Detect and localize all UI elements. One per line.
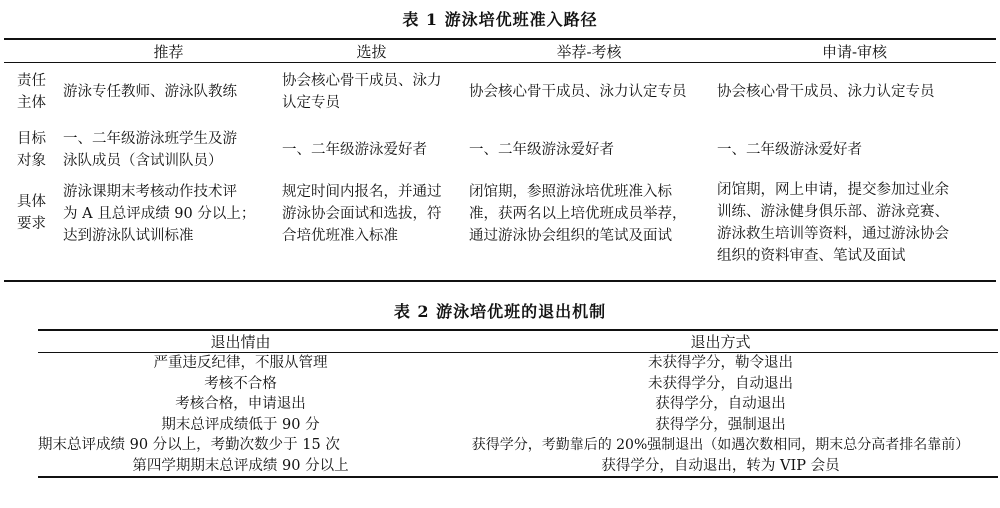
table-cell: 闭馆期，参照游泳培优班准入标 准，获两名以上培优班成员举荐， 通过游泳协会组织的笔试及面试 bbox=[465, 179, 713, 281]
table2-header-row bbox=[38, 330, 998, 353]
exit-method-cell: 未获得学分，自动退出 bbox=[648, 375, 793, 392]
table1-header-apply-review: 申请-审核 bbox=[713, 39, 996, 63]
table1-row-responsible bbox=[4, 63, 996, 121]
exit-reason-cell: 期末总评成绩低于 90 分 bbox=[161, 416, 320, 433]
table1-row-target bbox=[4, 121, 996, 179]
exit-mechanism-table bbox=[38, 329, 998, 478]
table2-header-reason: 退出情由 bbox=[38, 330, 443, 353]
table-cell: 协会核心骨干成员、泳力认定专员 bbox=[717, 83, 935, 100]
row-label: 具体 要求 bbox=[4, 179, 59, 281]
table1-row-requirements bbox=[4, 179, 996, 281]
table2-caption: 表 2 游泳培优班的退出机制 bbox=[393, 302, 607, 321]
table1-header-blank bbox=[4, 39, 59, 63]
table1-header-selection: 选拔 bbox=[278, 39, 465, 63]
exit-method-cell: 未获得学分，勒令退出 bbox=[648, 355, 793, 372]
exit-reason-cell: 期末总评成绩 90 分以上，考勤次数少于 15 次 bbox=[38, 437, 340, 454]
table-row bbox=[38, 374, 998, 395]
table-cell: 闭馆期，网上申请，提交参加过业余 训练、游泳健身俱乐部、游泳竞赛、 游泳救生培训等资料，通过游泳协会 组织的资料审查、笔试及面试 bbox=[713, 179, 996, 281]
table-cell: 游泳课期末考核动作技术评 为 A 且总评成绩 90 分以上； 达到游泳队试训标准 bbox=[59, 179, 278, 281]
table-cell: 一、二年级游泳爱好者 bbox=[282, 141, 427, 158]
table-row bbox=[38, 353, 998, 374]
row-label: 目标 对象 bbox=[17, 130, 46, 169]
table-cell: 一、二年级游泳爱好者 bbox=[717, 141, 862, 158]
exit-method-cell: 获得学分，自动退出 bbox=[655, 396, 786, 413]
table1-header-nominate-exam: 举荐-考核 bbox=[465, 39, 713, 63]
table1-header-recommend: 推荐 bbox=[59, 39, 278, 63]
table-row bbox=[38, 435, 998, 456]
table1-caption: 表 1 游泳培优班准入路径 bbox=[402, 10, 598, 29]
table-row bbox=[38, 456, 998, 478]
exit-method-cell: 获得学分，考勤靠后的 20%强制退出（如遇次数相同，期末总分高者排名靠前） bbox=[471, 437, 970, 454]
table-cell: 协会核心骨干成员、泳力认定专员 bbox=[469, 83, 687, 100]
exit-reason-cell: 第四学期期末总评成绩 90 分以上 bbox=[38, 456, 443, 478]
exit-reason-cell: 严重违反纪律，不服从管理 bbox=[153, 355, 328, 372]
table1-header-row bbox=[4, 39, 996, 63]
table-cell: 一、二年级游泳班学生及游 泳队成员（含试训队员） bbox=[63, 130, 237, 169]
exit-method-cell: 获得学分，自动退出，转为 VIP 会员 bbox=[443, 456, 998, 478]
exit-reason-cell: 考核合格，申请退出 bbox=[175, 396, 306, 413]
admission-path-table bbox=[4, 38, 996, 282]
table-cell: 一、二年级游泳爱好者 bbox=[469, 141, 614, 158]
table-cell: 规定时间内报名，并通过 游泳协会面试和选拔，符 合培优班准入标准 bbox=[278, 179, 465, 281]
table-cell: 游泳专任教师、游泳队教练 bbox=[63, 83, 237, 100]
table-cell: 协会核心骨干成员、泳力 认定专员 bbox=[282, 72, 442, 111]
exit-method-cell: 获得学分，强制退出 bbox=[655, 416, 786, 433]
table2-header-method: 退出方式 bbox=[443, 330, 998, 353]
table-row bbox=[38, 415, 998, 436]
row-label: 责任 主体 bbox=[17, 72, 46, 111]
table-row bbox=[38, 394, 998, 415]
exit-reason-cell: 考核不合格 bbox=[204, 375, 277, 392]
